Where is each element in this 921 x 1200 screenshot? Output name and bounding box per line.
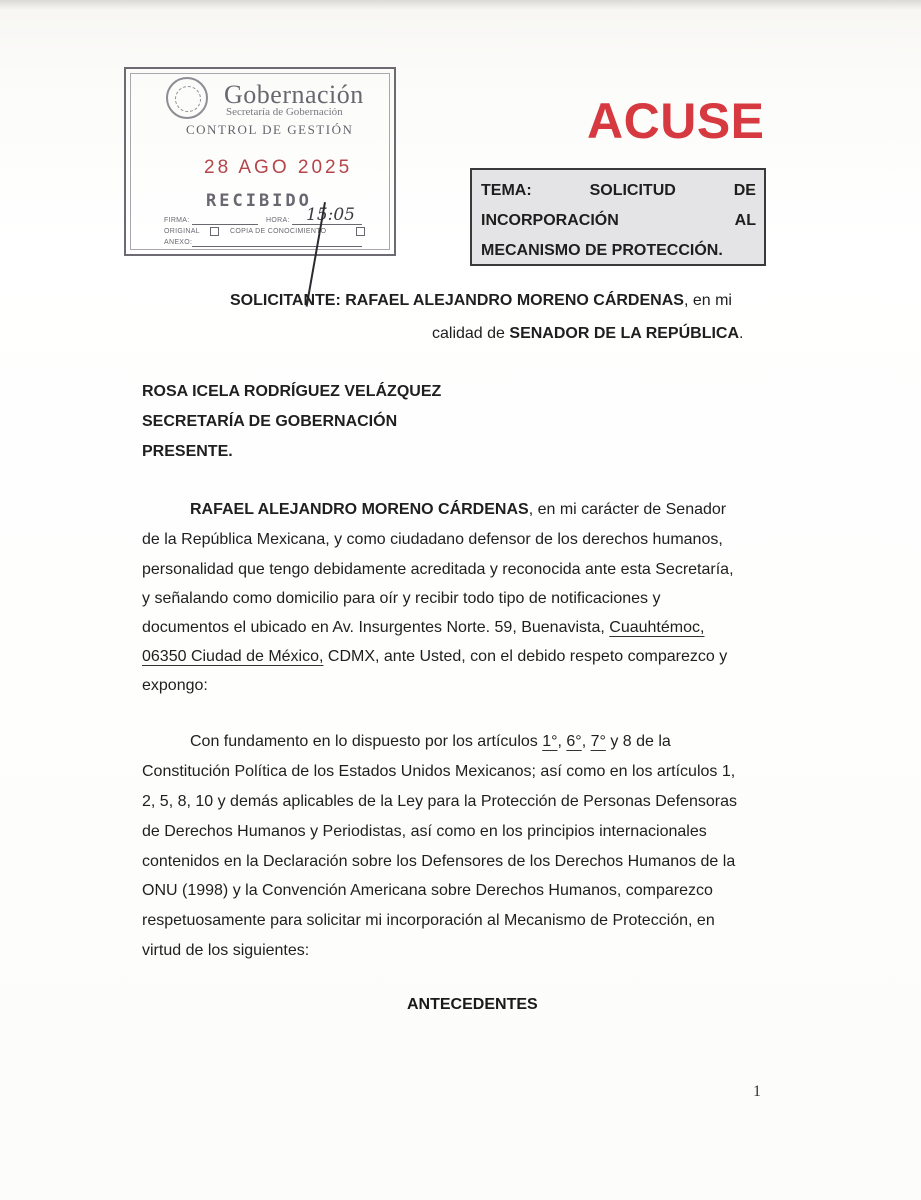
section-heading: ANTECEDENTES [407, 996, 538, 1013]
stamp-sub-org: Secretaría de Gobernación [226, 106, 343, 118]
para2-l1-a: Con fundamento en lo dispuesto por los artículos [190, 733, 543, 750]
government-seal-icon [166, 77, 208, 119]
subject-row-3 [481, 236, 756, 266]
para2-article-1: 1° [542, 733, 558, 750]
para1-l6-b: CDMX, ante Usted, con el debido respeto comparezco y [323, 648, 728, 665]
stamp-hora-value: 15:05 [306, 205, 355, 225]
subject-box [470, 168, 766, 266]
solicitante-line-2 [432, 325, 743, 343]
para1-line-3: personalidad que tengo debidamente acreditada y reconocida ante esta Secretaría, [142, 561, 734, 578]
page-number: 1 [753, 1083, 761, 1100]
para1-l6-underlined: 06350 Ciudad de México, [142, 648, 324, 665]
scan-edge [0, 0, 921, 10]
stamp-original-checkbox [210, 227, 219, 236]
para2-line-5: contenidos en la Declaración sobre los Defensores de los Derechos Humanos de la [142, 853, 736, 870]
subject-word: SOLICITUD [589, 182, 676, 199]
solicitante-tail: , en mi [683, 292, 732, 309]
para2-line-3: 2, 5, 8, 10 y demás aplicables de la Ley para la Protección de Personas Defensoras [142, 793, 738, 810]
para1-l5-a: documentos el ubicado en Av. Insurgentes Norte. 59, Buenavista, [142, 619, 610, 636]
addressee-office: SECRETARÍA DE GOBERNACIÓN [142, 413, 398, 430]
stamp-hora-label: HORA: [266, 217, 290, 224]
para2-line-1: Con fundamento en lo dispuesto por los artículos 1°, 6°, 7° y 8 de la [190, 733, 671, 750]
para2-line-2: Constitución Política de los Estados Unidos Mexicanos; así como en los artículos 1, [142, 763, 736, 780]
reception-stamp [124, 67, 396, 256]
para1-line-1 [190, 501, 726, 519]
para2-line-7: respetuosamente para solicitar mi incorporación al Mecanismo de Protección, en [142, 912, 715, 929]
para1-l1-rest: , en mi carácter de Senador [528, 501, 727, 518]
para2-l1-b: y 8 de la [605, 733, 671, 750]
para2-line-8: virtud de los siguientes: [142, 942, 310, 959]
addressee-presente: PRESENTE. [142, 443, 233, 460]
solicitante-line-1 [230, 292, 732, 310]
solicitante-calidad: calidad de [432, 325, 510, 342]
subject-word: MECANISMO DE PROTECCIÓN. [481, 242, 723, 259]
stamp-department: CONTROL DE GESTIÓN [186, 122, 354, 137]
stamp-date: 28 AGO 2025 [204, 157, 353, 178]
subject-word: INCORPORACIÓN [481, 212, 619, 229]
stamp-firma-label: FIRMA: [164, 217, 190, 224]
para1-line-2: de la República Mexicana, y como ciudadano defensor de los derechos humanos, [142, 531, 723, 548]
subject-word: TEMA: [481, 182, 532, 199]
subject-word: DE [733, 182, 756, 199]
para2-line-6: ONU (1998) y la Convención Americana sobre Derechos Humanos, comparezco [142, 882, 713, 899]
para1-name: RAFAEL ALEJANDRO MORENO CÁRDENAS [190, 501, 529, 518]
stamp-original-label: ORIGINAL [164, 228, 200, 235]
stamp-firma-line [192, 224, 258, 225]
para1-line-6 [142, 648, 727, 666]
solicitante-period: . [739, 325, 744, 342]
subject-row-2 [481, 206, 756, 236]
stamp-copia-label: COPIA DE CONOCIMIENTO [230, 228, 327, 235]
stamp-anexo-label: ANEXO: [164, 239, 193, 246]
para1-line-4: y señalando como domicilio para oír y recibir todo tipo de notificaciones y [142, 590, 661, 607]
para2-article-6: 6° [566, 733, 582, 750]
stamp-status: RECIBIDO [206, 191, 312, 211]
subject-row-1 [481, 176, 756, 206]
stamp-anexo-line [192, 246, 362, 247]
solicitante-label: SOLICITANTE: RAFAEL ALEJANDRO MORENO CÁRDENAS [230, 292, 684, 309]
acuse-title: ACUSE [587, 93, 765, 149]
subject-word: AL [734, 212, 756, 229]
para1-l5-underlined: Cuauhtémoc, [609, 619, 705, 636]
para2-article-7: 7° [590, 733, 606, 750]
stamp-copia-checkbox [356, 227, 365, 236]
para1-line-5 [142, 619, 704, 637]
solicitante-cargo: SENADOR DE LA REPÚBLICA [509, 325, 740, 342]
stamp-org: Gobernación [224, 80, 364, 109]
para2-line-4: de Derechos Humanos y Periodistas, así como en los principios internacionales [142, 823, 707, 840]
para1-line-7: expongo: [142, 677, 208, 694]
addressee-name: ROSA ICELA RODRÍGUEZ VELÁZQUEZ [142, 383, 442, 400]
